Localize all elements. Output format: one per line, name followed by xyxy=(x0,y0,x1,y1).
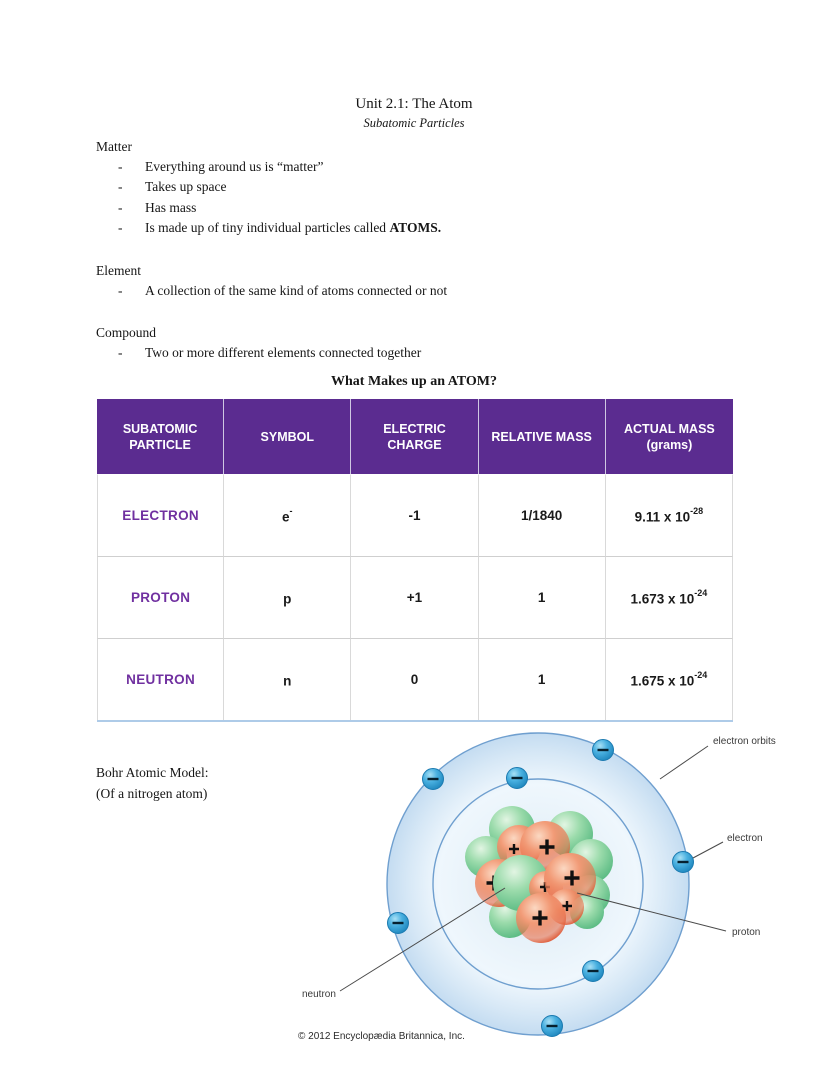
cell-particle: PROTON xyxy=(97,556,224,638)
notes-content xyxy=(96,137,733,363)
cell-particle: ELECTRON xyxy=(97,474,224,556)
electron-particle xyxy=(593,740,614,761)
bullet-bold-text: ATOMS. xyxy=(389,220,442,236)
cell-actual-mass: 1.673 x $10^{-24}$ xyxy=(606,556,733,638)
label-proton: proton xyxy=(732,927,761,938)
bohr-caption-line1: Bohr Atomic Model: xyxy=(96,765,209,780)
bullet-text: Is made up of tiny individual particles called xyxy=(145,220,390,236)
leader-line-electron-orbits xyxy=(660,746,708,779)
proton-ball xyxy=(516,893,566,943)
cell-symbol: p xyxy=(224,556,351,638)
list-item xyxy=(96,177,733,197)
table-row-proton xyxy=(97,556,733,638)
cell-relative-mass: 1 xyxy=(479,556,606,638)
list-item xyxy=(96,157,733,177)
bullet-text: A collection of the same kind of atoms connected or not xyxy=(145,282,448,298)
compound-bullet-list xyxy=(96,343,733,363)
cell-particle: NEUTRON xyxy=(97,638,224,720)
dash-bullet: - xyxy=(118,345,123,361)
header-cell-symbol: SYMBOL xyxy=(224,399,351,474)
cell-relative-mass: 1/1840 xyxy=(479,474,606,556)
section-heading-matter: Matter xyxy=(96,139,132,154)
header-cell-actual-mass: ACTUAL MASS (grams) xyxy=(606,399,733,474)
matter-bullet-list xyxy=(96,157,733,239)
bullet-text: Two or more different elements connected together xyxy=(145,345,422,361)
cell-actual-mass: 1.675 x $10^{-24}$ xyxy=(606,638,733,720)
list-item xyxy=(96,218,733,238)
page-subtitle: Subatomic Particles xyxy=(363,116,465,130)
electron-particle xyxy=(673,852,694,873)
cell-symbol: e- xyxy=(224,474,351,556)
dash-bullet: - xyxy=(118,159,123,174)
header-cell-subatomic-particle: SUBATOMIC PARTICLE xyxy=(97,399,224,474)
bohr-diagram-svg xyxy=(283,726,828,1061)
section-heading-element: Element xyxy=(96,262,141,278)
list-item xyxy=(96,198,733,218)
page-title: Unit 2.1: The Atom xyxy=(355,96,473,112)
leader-line-electron xyxy=(693,842,723,858)
list-item xyxy=(96,281,733,301)
table-header-row xyxy=(97,399,733,474)
electron-particle xyxy=(388,913,409,934)
electron-particle xyxy=(507,768,528,789)
table-title: What Makes up an ATOM? xyxy=(331,374,497,390)
electron-particle xyxy=(542,1016,563,1037)
dash-bullet: - xyxy=(118,282,123,298)
label-electron-orbits: electron orbits xyxy=(713,736,776,747)
cell-actual-mass: 9.11 x $10^{-28}$ xyxy=(606,474,733,556)
cell-symbol: n xyxy=(224,638,351,720)
header-cell-relative-mass: RELATIVE MASS xyxy=(479,399,606,474)
section-heading-compound: Compound xyxy=(96,325,157,341)
bullet-text: Takes up space xyxy=(145,179,227,195)
electron-particle xyxy=(423,769,444,790)
cell-charge: 0 xyxy=(351,638,478,720)
bohr-caption-line2: (Of a nitrogen atom) xyxy=(96,786,208,801)
element-bullet-list xyxy=(96,281,733,301)
electron-particle xyxy=(583,961,604,982)
subatomic-particles-table xyxy=(97,399,733,722)
cell-charge: +1 xyxy=(351,556,478,638)
dash-bullet: - xyxy=(118,179,123,195)
label-electron: electron xyxy=(727,833,763,844)
dash-bullet: - xyxy=(118,199,123,215)
header-cell-electric-charge: ELECTRIC CHARGE xyxy=(351,399,478,474)
table-row-electron xyxy=(97,474,733,556)
bohr-caption xyxy=(96,762,209,804)
copyright-text: © 2012 Encyclopædia Britannica, Inc. xyxy=(298,1031,465,1042)
list-item xyxy=(96,343,733,363)
cell-charge: -1 xyxy=(351,474,478,556)
label-neutron: neutron xyxy=(302,989,336,1000)
table-row-neutron xyxy=(97,638,733,720)
dash-bullet: - xyxy=(118,220,123,236)
cell-relative-mass: 1 xyxy=(479,638,606,720)
bohr-atom-diagram xyxy=(283,726,828,1061)
bullet-text: Has mass xyxy=(145,199,197,215)
bullet-text: Everything around us is “matter” xyxy=(145,159,324,174)
